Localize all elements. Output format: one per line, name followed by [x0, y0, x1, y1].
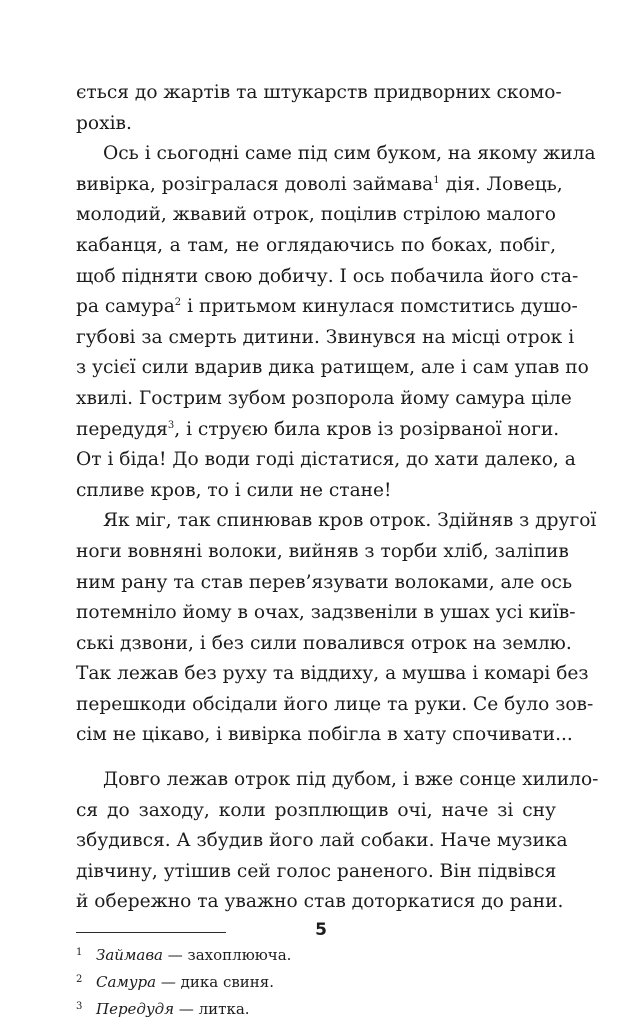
paragraph-2	[76, 139, 596, 506]
text-line: дівчину, утішив сей голос раненого. Він підвівся	[76, 860, 557, 882]
footnote-number: 2	[76, 974, 83, 986]
footnote-definition: — дика свиня.	[156, 973, 275, 992]
footnote-mark-2: 2	[174, 296, 182, 308]
text-line: ся до заходу, коли розплющив очі, наче зі сну	[76, 799, 556, 821]
paragraph-4	[76, 765, 599, 918]
footnote-3	[76, 997, 556, 1024]
text-line: От і біда! До води годі дістатися, до хати далеко, а	[76, 449, 576, 471]
text-line: Ось і сьогодні саме під сим буком, на якому жила	[103, 143, 596, 165]
paragraph-1	[76, 78, 562, 139]
text-fragment: передудя	[76, 418, 168, 440]
footnote-1	[76, 943, 556, 970]
text-line: перешкоди обсідали його лице та руки. Се було зов-	[76, 693, 594, 715]
footnote-number: 3	[76, 1001, 83, 1013]
text-line	[76, 292, 578, 323]
text-fragment: , і струєю била кров із розірваної ноги.	[174, 418, 560, 440]
page-number: 5	[315, 920, 327, 940]
text-line: рохів.	[76, 112, 132, 134]
footnote-mark-3: 3	[167, 419, 175, 431]
footnote-term: Передудя	[96, 1000, 175, 1019]
text-line: хвилі. Гострим зубом розпорола йому самура ціле	[76, 387, 572, 409]
text-line	[76, 415, 560, 446]
text-line: молодий, жвавий отрок, поцілив стрілою малого	[76, 204, 556, 226]
footnote-definition: — захоплююча.	[163, 946, 292, 965]
text-line: потемніло йому в очах, задзвеніли в ушах усі київ-	[76, 602, 576, 624]
text-fragment: дія. Ловець,	[445, 173, 563, 195]
text-line: Так лежав без руху та віддиху, а мушва і комарі без	[76, 663, 589, 685]
text-line: губові за смерть дитини. Звинувся на місці отрок і	[76, 326, 575, 348]
text-line: з усієї сили вдарив дика ратищем, але і сам упав по	[76, 357, 589, 379]
text-line: й обережно та уважно став доторкатися до рани.	[76, 891, 564, 913]
text-line: спливе кров, то і сили не стане!	[76, 479, 392, 501]
text-line: Як міг, так спинював кров отрок. Здійняв з другої	[103, 510, 597, 532]
section-gap	[76, 751, 556, 765]
footnote-term: Самура	[96, 973, 157, 992]
text-line: Довго лежав отрок під дубом, і вже сонце хилило-	[103, 769, 599, 791]
footnote-2	[76, 970, 556, 997]
paragraph-3	[76, 506, 597, 751]
text-line: сім не цікаво, і вивірка побігла в хату спочивати...	[76, 724, 573, 746]
text-fragment: і притьмом кинулася помститись душо-	[187, 296, 578, 318]
footnote-mark-1: 1	[433, 174, 440, 186]
text-line: щоб підняти свою добичу. І ось побачила його ста-	[76, 265, 579, 287]
text-line: кабанця, а там, не оглядаючись по боках, побіг,	[76, 234, 556, 256]
text-line	[76, 170, 563, 201]
text-line: ним рану та став перев’язувати волоками, але ось	[76, 571, 573, 593]
text-line: ські дзвони, і без сили повалився отрок на землю.	[76, 632, 572, 654]
text-line: збудився. А збудив його лай собаки. Наче музика	[76, 830, 568, 852]
text-line: ється до жартів та штукарств придворних скомо-	[76, 82, 562, 103]
page-body	[76, 78, 599, 1024]
footnote-number: 1	[76, 947, 83, 959]
text-line: ноги вовняні волоки, вийняв з торби хліб, заліпив	[76, 540, 569, 562]
text-fragment: ра самура	[76, 296, 175, 318]
footnote-definition: — литка.	[174, 1000, 250, 1019]
text-fragment: вивірка, розігралася доволі займава	[76, 173, 434, 195]
footnote-term: Займава	[96, 946, 164, 965]
